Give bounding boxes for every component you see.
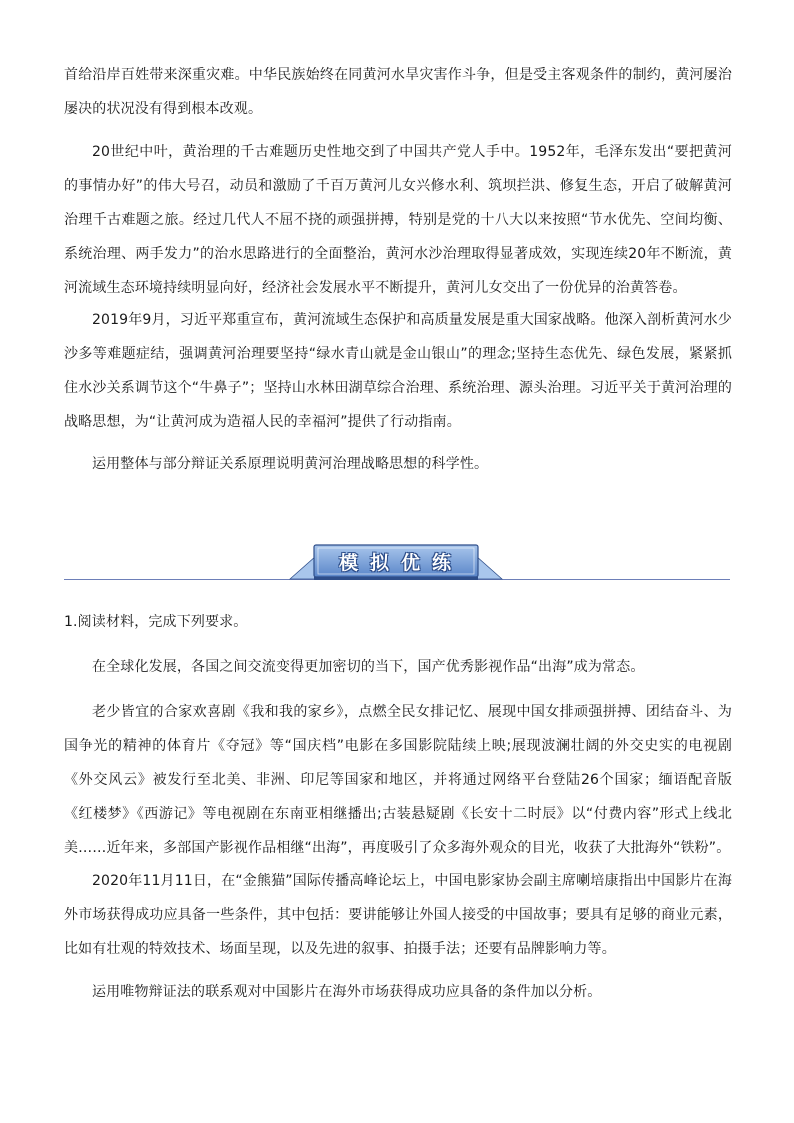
material-paragraph-3: 2019年9月，习近平郑重宣布，黄河流域生态保护和高质量发展是重大国家战略。他深入剖析黄河水少沙多等难题症结，强调黄河治理要坚持“绿水青山就是金山银山”的理念;坚持生态优先、绿色发展，紧紧抓住水沙关系调节这个“牛鼻子”；坚持山水林田湖草综合治理、系统治理、源头治理。习近平关于黄河治理的战略思想，为“让黄河成为造福人民的幸福河”提供了行动指南。 [64, 312, 732, 430]
question-paragraph-3: 2020年11月11日，在“金熊猫”国际传播高峰论坛上，中国电影家协会副主席喇培康指出中国影片在海外市场获得成功应具备一些条件，其中包括：要讲能够让外国人接受的中国故事；要具有足够的商业元素，比如有壮观的特效技术、场面呈现，以及先进的叙事、拍摄手法；还要有品牌影响力等。 [64, 873, 732, 957]
section-title: 模拟优练 [338, 551, 463, 574]
section-header [64, 542, 730, 586]
question-requirement-2: 运用唯物辩证法的联系观对中国影片在海外市场获得成功应具备的条件加以分析。 [92, 984, 602, 1000]
question-requirement: 运用整体与部分辩证关系原理说明黄河治理战略思想的科学性。 [92, 456, 489, 472]
question-paragraph-2: 老少皆宜的合家欢喜剧《我和我的家乡》，点燃全民女排记忆、展现中国女排顽强拼搏、团结奋斗、为国争光的精神的体育片《夺冠》等“国庆档”电影在多国影院陆续上映;展现波澜壮阔的外交史实的电视剧《外交风云》被发行至北美、非洲、印尼等国家和地区，并将通过网络平台登陆26个国家；缅语配音版《红楼梦》《西游记》等电视剧在东南亚相继播出;古装悬疑剧《长安十二时辰》以“付费内容”形式上线北美……近年来，多部国产影视作品相继“出海”，再度吸引了众多海外观众的目光，收获了大批海外“铁粉”。 [64, 704, 732, 856]
material-paragraph-1: 首给沿岸百姓带来深重灾难。中华民族始终在同黄河水旱灾害作斗争，但是受主客观条件的制约，黄河屡治屡决的状况没有得到根本改观。 [64, 67, 732, 117]
material-paragraph-2: 20世纪中叶，黄治理的千古难题历史性地交到了中国共产党人手中。1952年，毛泽东发出“要把黄河的事情办好”的伟大号召，动员和激励了千百万黄河儿女兴修水利、筑坝拦洪、修复生态，开启了破解黄河治理千古难题之旅。经过几代人不屈不挠的顽强拼搏，特别是党的十八大以来按照“节水优先、空间均衡、系统治理、两手发力”的治水思路进行的全面整治，黄河水沙治理取得显著成效，实现连续20年不断流，黄河流域生态环境持续明显向好，经济社会发展水平不断提升，黄河儿女交出了一份优异的治黄答卷。 [64, 144, 732, 296]
question-paragraph-1: 在全球化发展，各国之间交流变得更加密切的当下，国产优秀影视作品“出海”成为常态。 [92, 659, 645, 675]
question-prompt: 1.阅读材料，完成下列要求。 [64, 614, 248, 630]
